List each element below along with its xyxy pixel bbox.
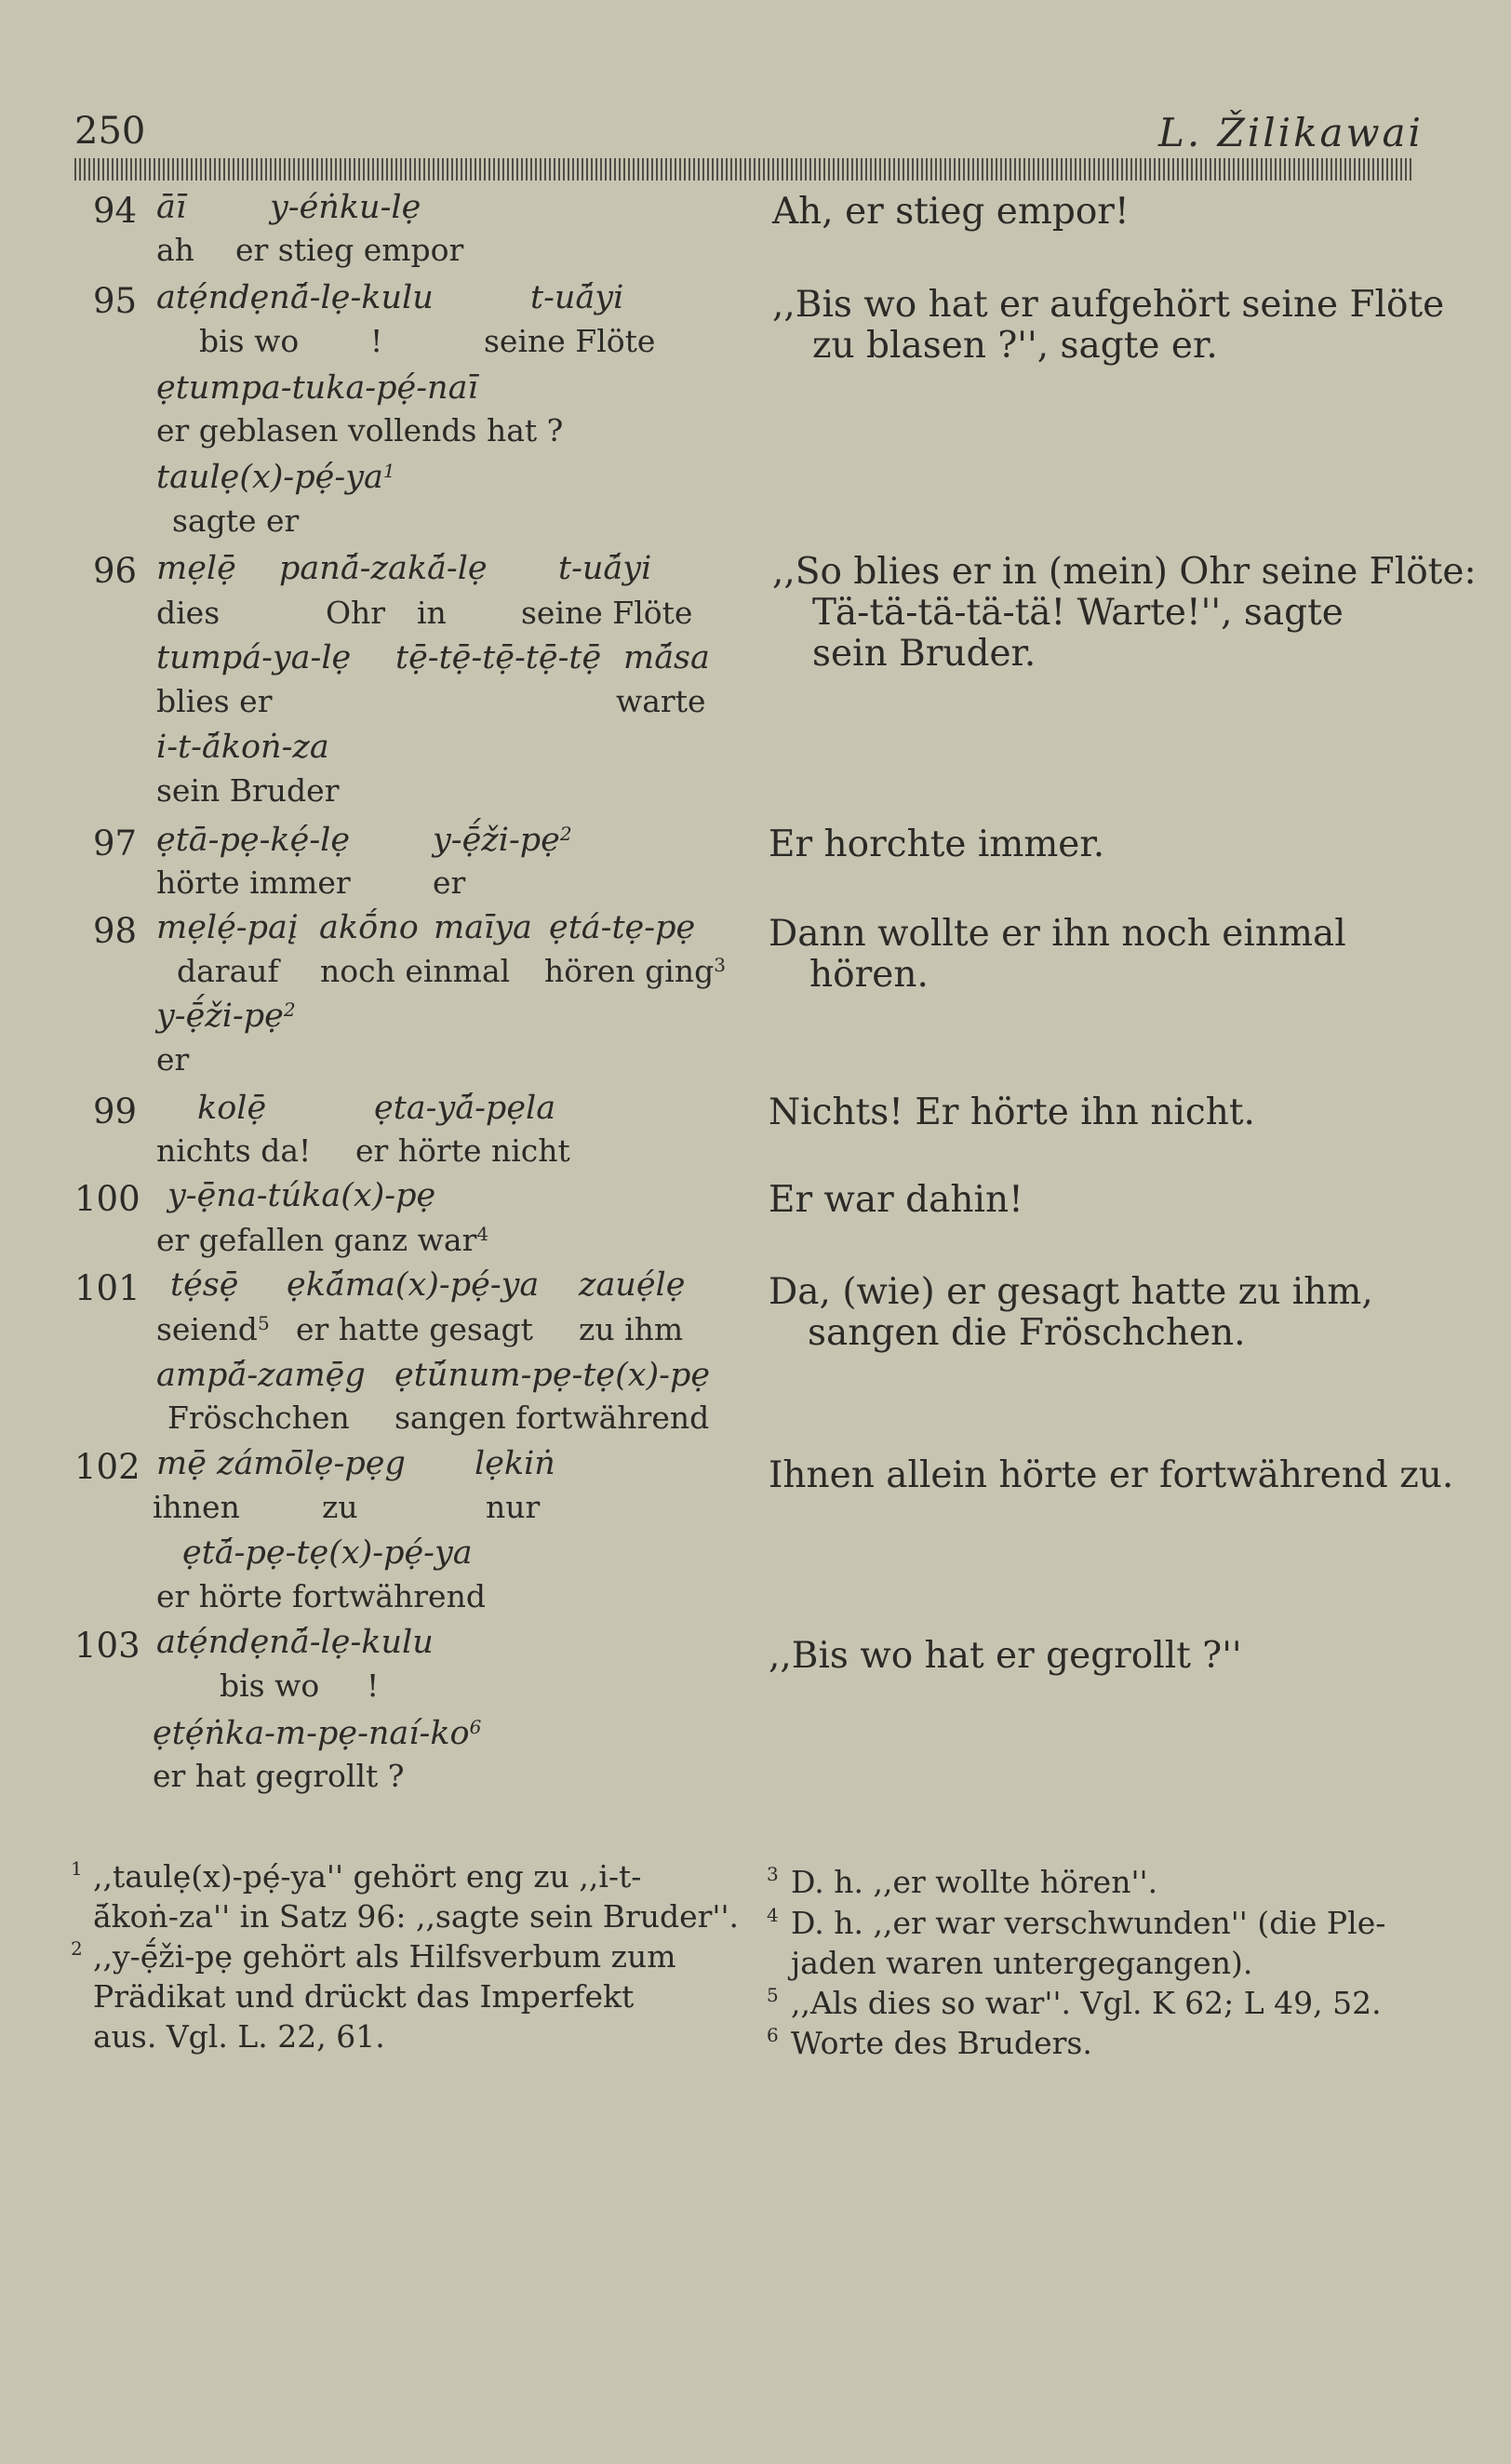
word: y-ẹ̄́ži-pẹ$^2$ <box>156 998 296 1035</box>
footnote-line: ,,taulẹ(x)-pẹ́-ya'' gehört eng zu ,,i-t- <box>93 1858 642 1895</box>
word: atẹ́ndẹnā́-lẹ-kulu <box>156 279 434 316</box>
translation-line: Da, (wie) er gesagt hatte zu ihm, <box>769 1271 1373 1313</box>
word: i-t-ā́koṅ-za <box>156 729 329 766</box>
word: ẹtā-pẹ-kẹ́-lẹ <box>156 822 351 859</box>
translation-line: zu blasen ?'', sagte er. <box>812 325 1218 367</box>
header-rule <box>74 158 1414 181</box>
gloss: Ohr <box>326 595 386 631</box>
word: y-éṅku-lẹ <box>270 189 421 226</box>
gloss: darauf <box>177 953 279 989</box>
gloss: nichts da! <box>156 1132 312 1169</box>
footnote-mark: 1 <box>71 1857 83 1880</box>
gloss: er hatte gesagt <box>296 1311 533 1347</box>
gloss: er stieg empor <box>235 232 464 268</box>
sentence-number: 95 <box>93 281 138 321</box>
word: y-ẹ̄́ži-pẹ$^2$ <box>433 822 572 859</box>
gloss: er gefallen ganz war$^4$ <box>156 1222 489 1258</box>
word: maīya <box>434 909 532 946</box>
gloss: dies <box>156 595 221 631</box>
gloss: ! <box>370 323 383 359</box>
word: t-uā́yi <box>530 279 624 316</box>
word: ẹtá-tẹ-pẹ <box>549 909 696 946</box>
word: āī <box>156 189 187 226</box>
word: ẹtā́-pẹ-tẹ(x)-pẹ́-ya <box>182 1534 473 1572</box>
gloss: hörte immer <box>156 864 351 901</box>
translation-line: sein Bruder. <box>812 633 1036 675</box>
sentence-number: 94 <box>93 191 138 231</box>
footnote-mark: 4 <box>767 1904 779 1926</box>
footnote-line: ,,y-ẹ̄́ži-pẹ gehört als Hilfsverbum zum <box>93 1938 676 1975</box>
word: $ẹtẹ́ṅka-m-pẹ-naí-ko^6$ <box>153 1715 482 1752</box>
footnote-line: jaden waren untergegangen). <box>791 1945 1253 1981</box>
gloss: warte <box>616 683 706 719</box>
footnote-mark: 6 <box>767 2024 779 2046</box>
footnote-line: D. h. ,,er wollte hören''. <box>791 1864 1158 1900</box>
word: mā́sa <box>623 639 710 676</box>
word: ẹtumpa-tuka-pẹ́-naī <box>156 369 478 407</box>
word: ẹkā́ma(x)-pẹ́-ya <box>287 1266 540 1304</box>
gloss: bis wo <box>199 323 300 359</box>
gloss: seine Flöte <box>484 323 656 359</box>
word: kolẹ̄ <box>197 1090 267 1127</box>
word: panā́-zakā́-lẹ <box>279 550 488 587</box>
word: $taulẹ(x)-pẹ́-ya^1$ <box>156 459 395 496</box>
gloss: seiend$^5$ <box>156 1311 270 1347</box>
footnote-line: ,,Als dies so war''. Vgl. K 62; L 49, 52. <box>791 1985 1382 2021</box>
gloss: sein Bruder <box>156 772 340 809</box>
gloss: zu <box>322 1489 358 1525</box>
gloss: hören ging$^3$ <box>544 953 726 989</box>
gloss: er hörte nicht <box>355 1132 570 1169</box>
gloss: ihnen <box>153 1489 240 1525</box>
word: y-ẹ̄na-túka(x)-pẹ <box>167 1177 436 1214</box>
translation-line: Er horchte immer. <box>769 824 1105 865</box>
gloss: blies er <box>156 683 273 719</box>
sentence-number: 99 <box>93 1091 138 1132</box>
footnote-line: D. h. ,,er war verschwunden'' (die Ple- <box>791 1905 1386 1941</box>
translation-line: ,,Bis wo hat er aufgehört seine Flöte <box>772 284 1445 326</box>
word: tẹ́sẹ̄ <box>170 1266 239 1304</box>
gloss: er geblasen vollends hat ? <box>156 412 564 449</box>
word: akṓno <box>319 909 419 946</box>
gloss: ! <box>367 1667 380 1704</box>
word: ẹta-yā́-pẹla <box>374 1090 556 1127</box>
translation-line: Nichts! Er hörte ihn nicht. <box>769 1091 1255 1133</box>
gloss: ah <box>156 232 194 268</box>
gloss: er hörte fortwährend <box>156 1578 486 1614</box>
gloss: nur <box>486 1489 541 1525</box>
translation-line: hören. <box>809 954 929 996</box>
sentence-number: 103 <box>74 1626 140 1666</box>
word: mẹlẹ̄ <box>156 550 236 587</box>
gloss: noch einmal <box>320 953 511 989</box>
footnote-line: Worte des Bruders. <box>791 2025 1092 2061</box>
word: ẹtū́num-pẹ-tẹ(x)-pẹ <box>394 1357 711 1394</box>
gloss: sangen fortwährend <box>394 1399 710 1436</box>
translation-line: ,,So blies er in (mein) Ohr seine Flöte: <box>772 551 1477 593</box>
translation-line: Tä-tä-tä-tä-tä! Warte!'', sagte <box>812 592 1344 634</box>
footnote-mark: 2 <box>71 1937 83 1960</box>
word: tumpá-ya-lẹ <box>156 639 352 676</box>
sentence-number: 100 <box>74 1179 140 1219</box>
running-head-author: L. Žilikawai <box>1158 110 1424 155</box>
sentence-number: 101 <box>74 1268 140 1308</box>
sentence-number: 98 <box>93 911 138 951</box>
gloss: zu ihm <box>579 1311 684 1347</box>
word: zauẹ́lẹ <box>579 1266 686 1304</box>
translation-line: sangen die Fröschchen. <box>808 1312 1246 1354</box>
sentence-number: 96 <box>93 551 138 591</box>
gloss: sagte er <box>172 502 300 539</box>
gloss: Fröschchen <box>167 1399 350 1436</box>
translation-line: Dann wollte er ihn noch einmal <box>769 913 1346 955</box>
footnote-mark: 5 <box>767 1984 779 2006</box>
sentence-number: 102 <box>74 1447 140 1487</box>
gloss: er <box>433 864 466 901</box>
word: t-uā́yi <box>558 550 652 587</box>
page-number: 250 <box>74 110 146 153</box>
footnote-line: Prädikat und drückt das Imperfekt <box>93 1978 635 2015</box>
translation-line: Ihnen allein hörte er fortwährend zu. <box>769 1454 1454 1496</box>
gloss: er hat gegrollt ? <box>153 1758 405 1794</box>
word: tẹ̄-tẹ̄-tẹ̄-tẹ̄-tẹ̄ <box>395 639 602 676</box>
translation-line: Er war dahin! <box>769 1179 1023 1221</box>
gloss: in <box>417 595 447 631</box>
gloss: seine Flöte <box>521 595 693 631</box>
word: ampā́-zamẹ̄g <box>156 1357 366 1394</box>
translation-line: ,,Bis wo hat er gegrollt ?'' <box>769 1635 1242 1677</box>
sentence-number: 97 <box>93 824 138 864</box>
word: atẹ́ndẹnā́-lẹ-kulu <box>156 1624 434 1661</box>
footnote-line: aus. Vgl. L. 22, 61. <box>93 2018 385 2055</box>
footnote-line: ā́koṅ-za'' in Satz 96: ,,sagte sein Bruder''. <box>93 1898 740 1935</box>
footnote-mark: 3 <box>767 1863 779 1885</box>
gloss: bis wo <box>220 1667 320 1704</box>
translation-line: Ah, er stieg empor! <box>772 191 1130 233</box>
word: mẹlẹ́-paį <box>156 909 299 946</box>
word: lẹkiṅ <box>475 1445 555 1482</box>
word: mẹ̄ zámōlẹ-pẹg <box>156 1445 406 1482</box>
gloss: er <box>156 1041 190 1078</box>
